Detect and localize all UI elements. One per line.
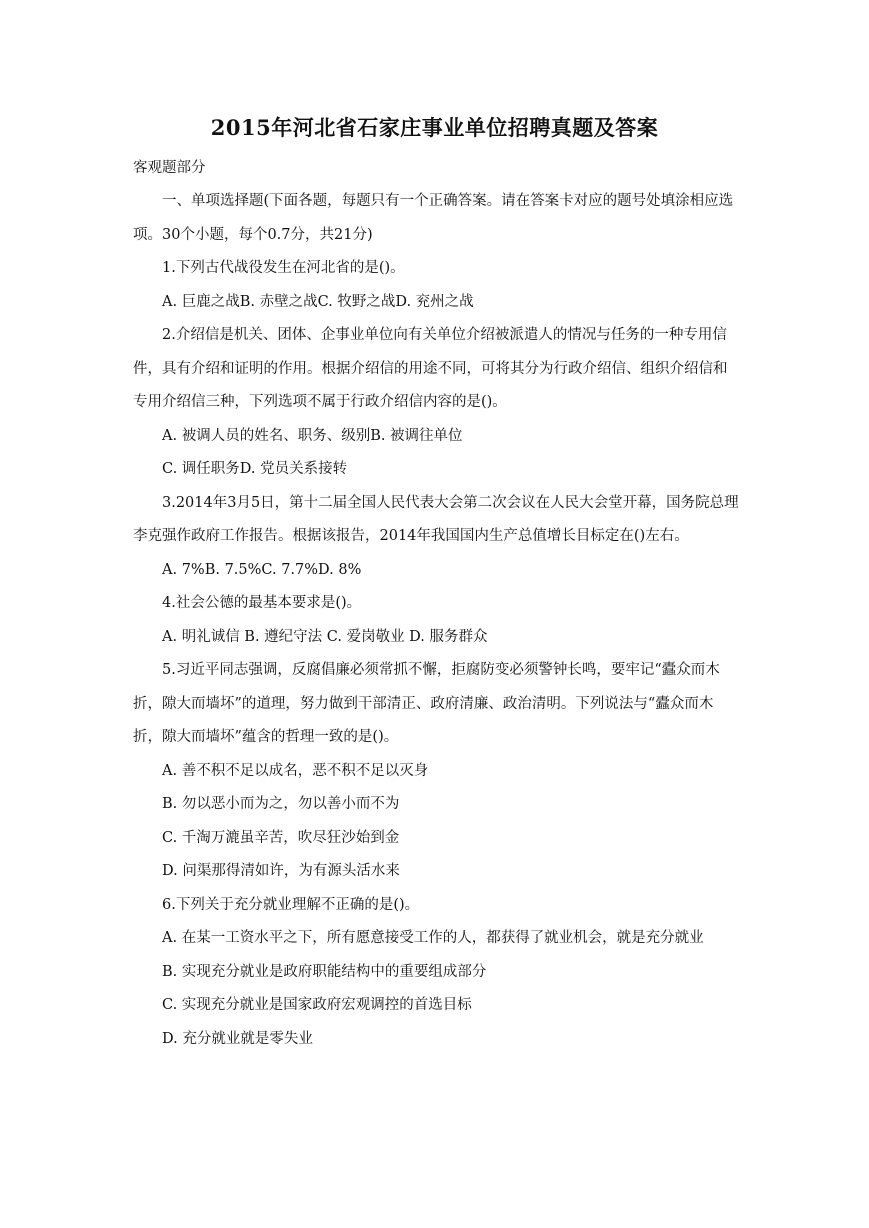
question-3-options: A. 7%B. 7.5%C. 7.7%D. 8% [162,561,362,578]
question-5-option-a: A. 善不积不足以成名，恶不积不足以灭身 [162,762,429,779]
question-6-option-b: B. 实现充分就业是政府职能结构中的重要组成部分 [162,963,487,980]
question-2-options-line-1: A. 被调人员的姓名、职务、级别B. 被调往单位 [162,427,463,444]
question-5-option-d: D. 问渠那得清如许，为有源头活水来 [162,863,400,879]
question-6-option-a: A. 在某一工资水平之下，所有愿意接受工作的人，都获得了就业机会，就是充分就业 [162,930,704,946]
question-1-stem: 1.下列古代战役发生在河北省的是()。 [162,260,405,276]
question-3-stem: 3.2014年3月5日，第十二届全国人民代表大会第二次会议在人民大会堂开幕，国务院总理李克强作政府工作报告。根据该报告，2014年我国国内生产总值增长目标定在()左右。 [133,494,739,544]
question-2-options-line-2: C. 调任职务D. 党员关系接转 [162,461,348,477]
document-body [133,185,739,1056]
question-4-stem: 4.社会公德的最基本要求是()。 [162,595,362,611]
question-6-stem: 6.下列关于充分就业理解不正确的是()。 [162,896,420,913]
question-4-options: A. 明礼诚信 B. 遵纪守法 C. 爱岗敬业 D. 服务群众 [162,628,488,645]
instructions-paragraph: 一、单项选择题(下面各题，每题只有一个正确答案。请在答案卡对应的题号处填涂相应选项。30个小题，每个0.7分，共21分) [133,193,734,243]
question-5-option-b: B. 勿以恶小而为之，勿以善小而不为 [162,796,400,812]
question-5-option-c: C. 千淘万漉虽辛苦，吹尽狂沙始到金 [162,829,400,846]
document-title: 2015年河北省石家庄事业单位招聘真题及答案 [210,115,659,140]
question-6-option-c: C. 实现充分就业是国家政府宏观调控的首选目标 [162,997,472,1013]
question-6-option-d: D. 充分就业就是零失业 [162,1030,313,1047]
question-5-stem: 5.习近平同志强调，反腐倡廉必须常抓不懈，拒腐防变必须警钟长鸣，要牢记“蠹众而木折，隙大而墙坏”的道理，努力做到干部清正、政府清廉、政治清明。下列说法与“蠹众而木折，隙大而墙坏”蕴含的哲理一致的是()。 [133,662,720,745]
question-1-options: A. 巨鹿之战B. 赤壁之战C. 牧野之战D. 兖州之战 [162,293,474,310]
question-2-stem: 2.介绍信是机关、团体、企事业单位向有关单位介绍被派遣人的情况与任务的一种专用信件，具有介绍和证明的作用。根据介绍信的用途不同，可将其分为行政介绍信、组织介绍信和专用介绍信三种，下列选项不属于行政介绍信内容的是()。 [133,327,728,410]
section-heading: 客观题部分 [133,160,206,176]
